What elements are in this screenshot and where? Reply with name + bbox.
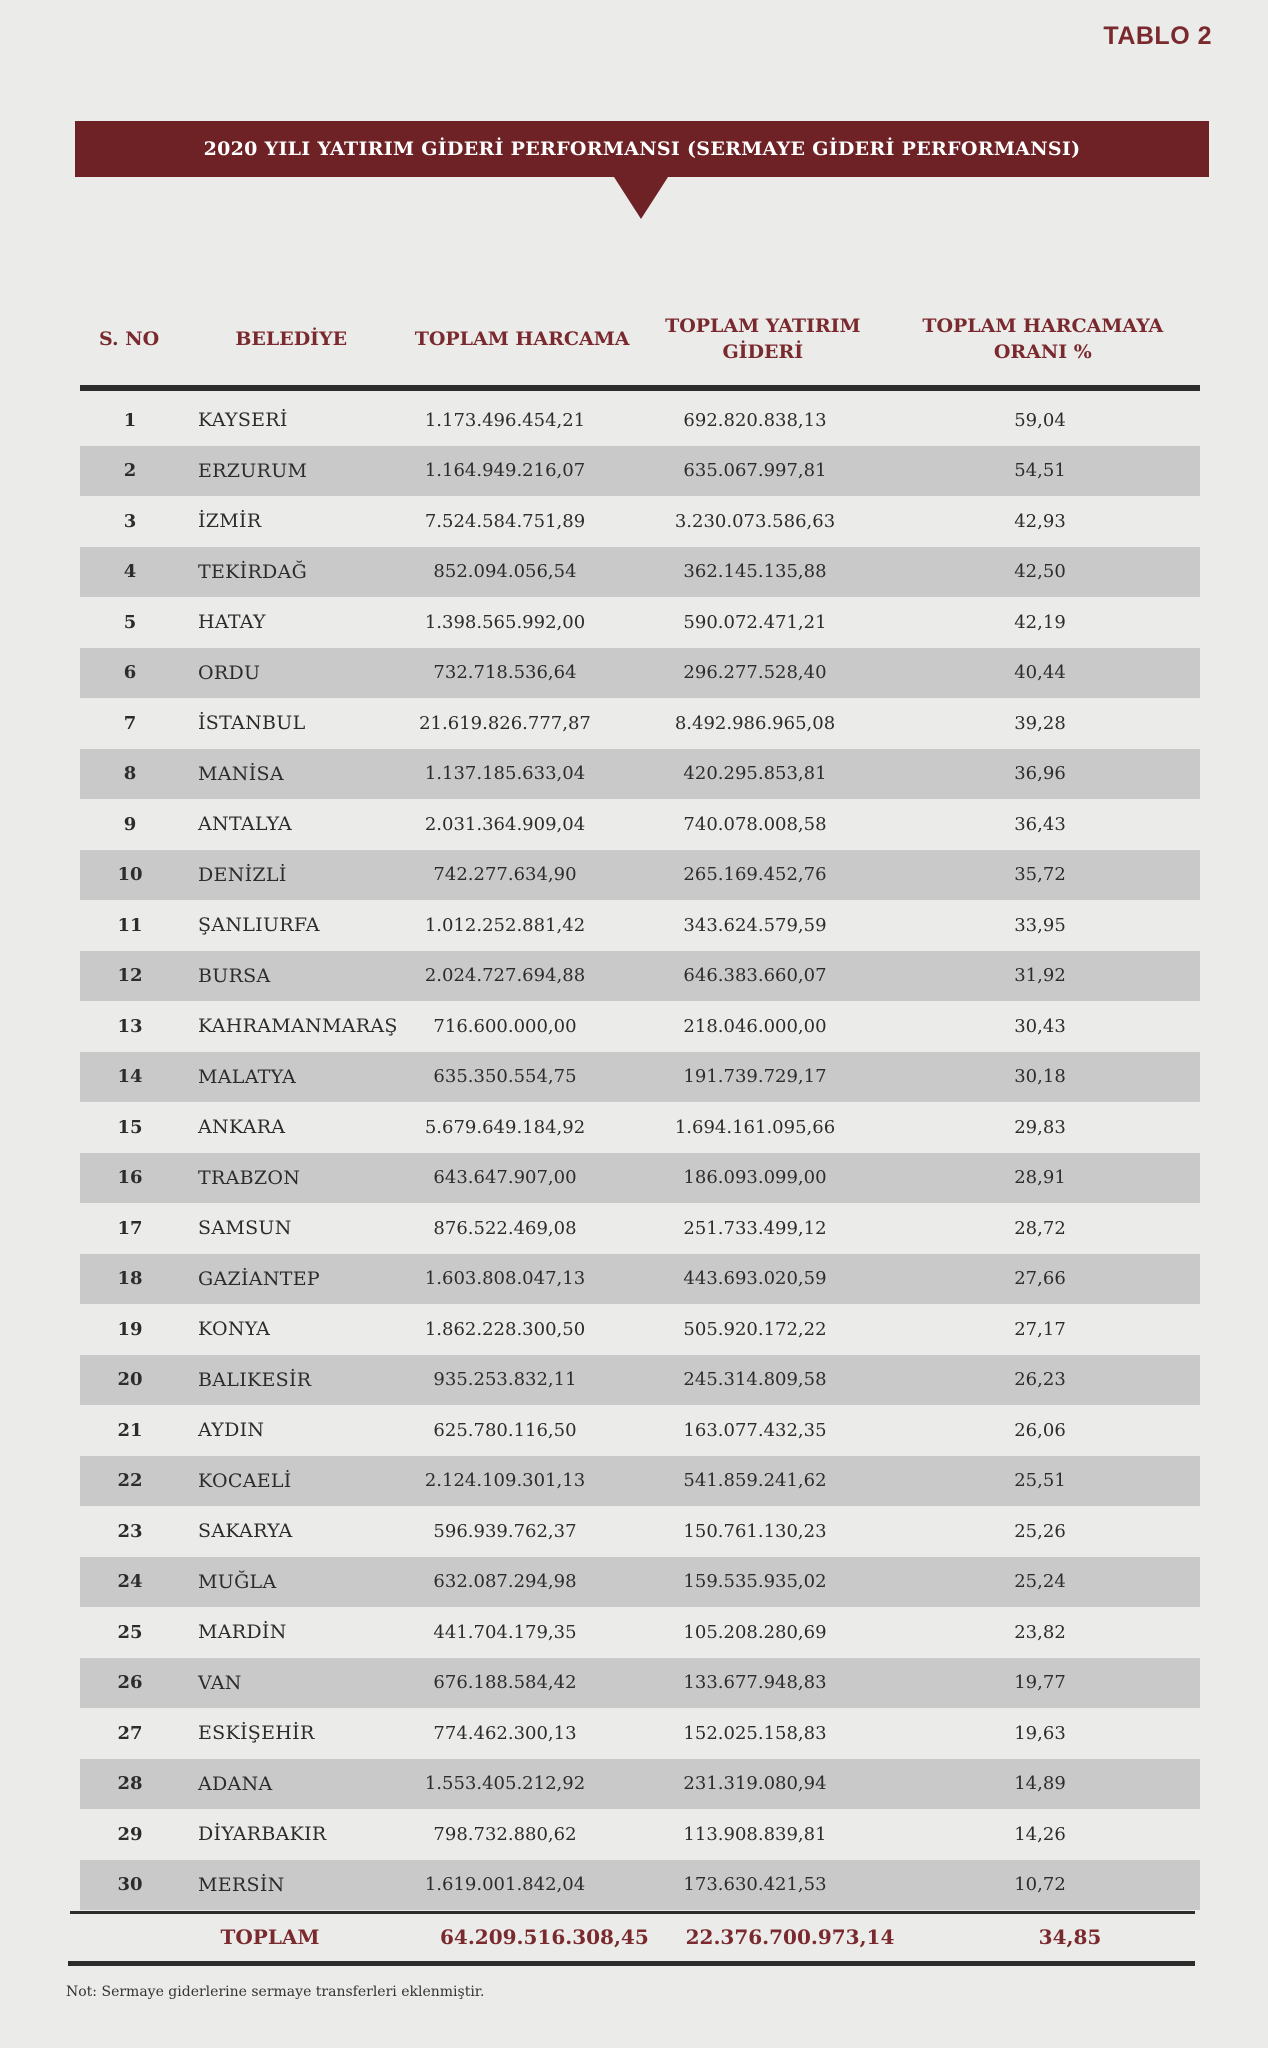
cell-oran: 28,72 xyxy=(1014,1217,1066,1239)
table-row xyxy=(80,547,1200,598)
cell-toplam-harcama: 5.679.649.184,92 xyxy=(424,1116,586,1138)
table-row xyxy=(80,1102,1200,1153)
cell-sno: 25 xyxy=(117,1621,143,1643)
cell-sno: 21 xyxy=(117,1419,143,1441)
cell-sno: 3 xyxy=(123,510,137,532)
table-row xyxy=(80,698,1200,749)
table-row xyxy=(80,648,1200,699)
cell-toplam-yatirim: 635.067.997,81 xyxy=(683,460,827,482)
cell-toplam-yatirim: 113.908.839,81 xyxy=(683,1823,827,1845)
cell-belediye: ANKARA xyxy=(198,1116,286,1139)
cell-toplam-yatirim: 541.859.241,62 xyxy=(683,1470,827,1492)
cell-belediye: MALATYA xyxy=(198,1065,297,1088)
cell-toplam-yatirim: 105.208.280,69 xyxy=(683,1621,827,1643)
cell-toplam-harcama: 632.087.294,98 xyxy=(433,1571,577,1593)
cell-oran: 27,66 xyxy=(1014,1268,1066,1290)
cell-toplam-harcama: 596.939.762,37 xyxy=(433,1520,577,1542)
table-row xyxy=(80,1860,1200,1911)
cell-sno: 20 xyxy=(117,1369,143,1391)
cell-sno: 30 xyxy=(117,1874,143,1896)
total-row xyxy=(70,1915,1200,1959)
cell-toplam-harcama: 1.398.565.992,00 xyxy=(424,611,586,633)
cell-sno: 12 xyxy=(117,965,143,987)
table-body xyxy=(80,395,1200,1910)
cell-toplam-yatirim: 186.093.099,00 xyxy=(683,1167,827,1189)
cell-toplam-yatirim: 296.277.528,40 xyxy=(683,662,827,684)
table-row xyxy=(80,1557,1200,1608)
cell-toplam-yatirim: 362.145.135,88 xyxy=(683,561,827,583)
header-divider xyxy=(80,385,1200,391)
cell-toplam-harcama: 441.704.179,35 xyxy=(433,1621,577,1643)
cell-belediye: TEKİRDAĞ xyxy=(198,560,308,583)
table-row xyxy=(80,850,1200,901)
cell-oran: 28,91 xyxy=(1014,1167,1066,1189)
cell-sno: 1 xyxy=(123,409,137,431)
header-oran xyxy=(886,314,1200,365)
cell-toplam-yatirim: 218.046.000,00 xyxy=(683,1015,827,1037)
cell-belediye: ORDU xyxy=(198,661,261,684)
cell-belediye: MARDİN xyxy=(198,1621,287,1644)
table-row xyxy=(80,1001,1200,1052)
cell-toplam-harcama: 935.253.832,11 xyxy=(433,1369,577,1391)
table-row xyxy=(80,1759,1200,1810)
header-toplam-yatirim-line1: TOPLAM YATIRIM xyxy=(665,315,861,338)
table-row xyxy=(80,1708,1200,1759)
cell-toplam-harcama: 774.462.300,13 xyxy=(433,1722,577,1744)
cell-sno: 23 xyxy=(117,1520,143,1542)
table-row xyxy=(80,749,1200,800)
cell-toplam-harcama: 676.188.584,42 xyxy=(433,1672,577,1694)
cell-belediye: KOCAELİ xyxy=(198,1469,292,1492)
cell-belediye: VAN xyxy=(198,1671,242,1694)
cell-sno: 6 xyxy=(123,662,137,684)
cell-belediye: MANİSA xyxy=(198,762,284,785)
cell-belediye: AYDIN xyxy=(198,1419,265,1442)
cell-toplam-yatirim: 590.072.471,21 xyxy=(683,611,827,633)
cell-toplam-yatirim: 191.739.729,17 xyxy=(683,1066,827,1088)
cell-toplam-harcama: 2.124.109.301,13 xyxy=(424,1470,586,1492)
cell-toplam-harcama: 635.350.554,75 xyxy=(433,1066,577,1088)
footnote: Not: Sermaye giderlerine sermaye transferleri eklenmiştir. xyxy=(66,1984,485,2000)
table-row xyxy=(80,1153,1200,1204)
cell-oran: 42,19 xyxy=(1014,611,1066,633)
cell-belediye: ESKİŞEHİR xyxy=(198,1722,315,1745)
cell-toplam-yatirim: 3.230.073.586,63 xyxy=(674,510,836,532)
cell-oran: 23,82 xyxy=(1014,1621,1066,1643)
cell-sno: 11 xyxy=(117,914,143,936)
cell-sno: 26 xyxy=(117,1672,143,1694)
cell-belediye: GAZİANTEP xyxy=(198,1267,320,1290)
table-row xyxy=(80,395,1200,446)
table-header xyxy=(80,300,1200,380)
cell-oran: 35,72 xyxy=(1014,864,1066,886)
cell-oran: 10,72 xyxy=(1014,1874,1066,1896)
table-row xyxy=(80,1456,1200,1507)
cell-sno: 22 xyxy=(117,1470,143,1492)
cell-toplam-yatirim: 343.624.579,59 xyxy=(683,914,827,936)
cell-oran: 59,04 xyxy=(1014,409,1066,431)
cell-oran: 14,89 xyxy=(1014,1773,1066,1795)
cell-toplam-harcama: 2.024.727.694,88 xyxy=(424,965,586,987)
cell-oran: 30,43 xyxy=(1014,1015,1066,1037)
table-row xyxy=(80,1658,1200,1709)
cell-toplam-yatirim: 245.314.809,58 xyxy=(683,1369,827,1391)
cell-toplam-harcama: 1.553.405.212,92 xyxy=(424,1773,586,1795)
table-row xyxy=(80,1506,1200,1557)
cell-belediye: DİYARBAKIR xyxy=(198,1823,327,1846)
cell-sno: 16 xyxy=(117,1167,143,1189)
cell-sno: 2 xyxy=(123,460,137,482)
table-row xyxy=(80,496,1200,547)
cell-toplam-harcama: 742.277.634,90 xyxy=(433,864,577,886)
total-divider xyxy=(70,1911,1195,1914)
cell-toplam-yatirim: 692.820.838,13 xyxy=(683,409,827,431)
total-label: TOPLAM xyxy=(220,1925,320,1949)
cell-oran: 36,43 xyxy=(1014,813,1066,835)
header-sno: S. NO xyxy=(99,328,160,351)
cell-sno: 14 xyxy=(117,1066,143,1088)
cell-toplam-harcama: 2.031.364.909,04 xyxy=(424,813,586,835)
cell-toplam-yatirim: 150.761.130,23 xyxy=(683,1520,827,1542)
table-row xyxy=(80,446,1200,497)
cell-belediye: KAYSERİ xyxy=(198,409,288,432)
cell-sno: 8 xyxy=(123,763,137,785)
total-harcama: 64.209.516.308,45 xyxy=(440,1925,649,1949)
cell-sno: 27 xyxy=(117,1722,143,1744)
cell-toplam-yatirim: 740.078.008,58 xyxy=(683,813,827,835)
cell-sno: 18 xyxy=(117,1268,143,1290)
cell-toplam-yatirim: 265.169.452,76 xyxy=(683,864,827,886)
cell-sno: 9 xyxy=(123,813,137,835)
cell-toplam-yatirim: 505.920.172,22 xyxy=(683,1318,827,1340)
cell-sno: 17 xyxy=(117,1217,143,1239)
cell-toplam-yatirim: 159.535.935,02 xyxy=(683,1571,827,1593)
cell-oran: 39,28 xyxy=(1014,712,1066,734)
cell-toplam-harcama: 716.600.000,00 xyxy=(433,1015,577,1037)
header-oran-line1: TOPLAM HARCAMAYA xyxy=(922,315,1164,338)
table-title: 2020 YILI YATIRIM GİDERİ PERFORMANSI (SERMAYE GİDERİ PERFORMANSI) xyxy=(203,138,1081,160)
cell-toplam-harcama: 1.164.949.216,07 xyxy=(424,460,586,482)
cell-belediye: ŞANLIURFA xyxy=(198,914,320,937)
bottom-divider xyxy=(68,1961,1195,1966)
cell-oran: 25,26 xyxy=(1014,1520,1066,1542)
table-row xyxy=(80,900,1200,951)
cell-belediye: SAMSUN xyxy=(198,1217,292,1240)
table-number-label: TABLO 2 xyxy=(1103,22,1212,50)
cell-belediye: KONYA xyxy=(198,1318,271,1341)
cell-belediye: ERZURUM xyxy=(198,459,308,482)
cell-toplam-yatirim: 251.733.499,12 xyxy=(683,1217,827,1239)
cell-oran: 19,77 xyxy=(1014,1672,1066,1694)
cell-toplam-yatirim: 8.492.986.965,08 xyxy=(674,712,836,734)
table-row xyxy=(80,951,1200,1002)
table-row xyxy=(80,799,1200,850)
table-row xyxy=(80,1355,1200,1406)
table-row xyxy=(80,1254,1200,1305)
cell-belediye: İZMİR xyxy=(198,510,262,533)
cell-toplam-harcama: 643.647.907,00 xyxy=(433,1167,577,1189)
cell-oran: 31,92 xyxy=(1014,965,1066,987)
cell-belediye: MERSİN xyxy=(198,1873,285,1896)
cell-oran: 27,17 xyxy=(1014,1318,1066,1340)
cell-sno: 10 xyxy=(117,864,143,886)
table-row xyxy=(80,1607,1200,1658)
cell-sno: 13 xyxy=(117,1015,143,1037)
cell-sno: 5 xyxy=(123,611,137,633)
cell-toplam-yatirim: 163.077.432,35 xyxy=(683,1419,827,1441)
cell-toplam-harcama: 1.619.001.842,04 xyxy=(424,1874,586,1896)
total-yatirim: 22.376.700.973,14 xyxy=(685,1925,895,1949)
table-row xyxy=(80,1304,1200,1355)
cell-toplam-harcama: 732.718.536,64 xyxy=(433,662,577,684)
cell-oran: 26,23 xyxy=(1014,1369,1066,1391)
cell-toplam-harcama: 876.522.469,08 xyxy=(433,1217,577,1239)
cell-toplam-harcama: 852.094.056,54 xyxy=(433,561,577,583)
cell-belediye: TRABZON xyxy=(198,1166,301,1189)
cell-toplam-harcama: 7.524.584.751,89 xyxy=(424,510,586,532)
cell-belediye: İSTANBUL xyxy=(198,712,306,735)
cell-sno: 4 xyxy=(123,561,137,583)
table-title-banner xyxy=(75,121,1209,177)
cell-oran: 25,24 xyxy=(1014,1571,1066,1593)
cell-belediye: SAKARYA xyxy=(198,1520,293,1543)
cell-toplam-harcama: 21.619.826.777,87 xyxy=(419,712,591,734)
cell-belediye: HATAY xyxy=(198,611,266,634)
cell-toplam-harcama: 1.603.808.047,13 xyxy=(424,1268,586,1290)
cell-sno: 7 xyxy=(123,712,137,734)
cell-toplam-yatirim: 443.693.020,59 xyxy=(683,1268,827,1290)
cell-belediye: BURSA xyxy=(198,964,271,987)
cell-toplam-harcama: 798.732.880,62 xyxy=(433,1823,577,1845)
cell-oran: 54,51 xyxy=(1014,460,1066,482)
header-toplam-yatirim xyxy=(640,314,886,365)
banner-pointer-arrow xyxy=(614,177,668,219)
cell-belediye: KAHRAMANMARAŞ xyxy=(198,1015,398,1038)
header-toplam-harcama: TOPLAM HARCAMA xyxy=(414,328,630,351)
cell-oran: 42,93 xyxy=(1014,510,1066,532)
header-toplam-yatirim-line2: GİDERİ xyxy=(722,341,804,363)
header-oran-line2: ORANI % xyxy=(993,341,1092,363)
total-oran: 34,85 xyxy=(1038,1925,1102,1949)
cell-oran: 29,83 xyxy=(1014,1116,1066,1138)
cell-belediye: ANTALYA xyxy=(198,813,292,836)
cell-toplam-yatirim: 420.295.853,81 xyxy=(683,763,827,785)
cell-toplam-yatirim: 1.694.161.095,66 xyxy=(674,1116,836,1138)
cell-oran: 19,63 xyxy=(1014,1722,1066,1744)
cell-toplam-yatirim: 646.383.660,07 xyxy=(683,965,827,987)
cell-toplam-harcama: 625.780.116,50 xyxy=(433,1419,577,1441)
cell-oran: 36,96 xyxy=(1014,763,1066,785)
cell-toplam-yatirim: 133.677.948,83 xyxy=(683,1672,827,1694)
cell-sno: 24 xyxy=(117,1571,143,1593)
cell-belediye: ADANA xyxy=(198,1772,273,1795)
cell-oran: 42,50 xyxy=(1014,561,1066,583)
cell-toplam-yatirim: 173.630.421,53 xyxy=(683,1874,827,1896)
cell-belediye: BALIKESİR xyxy=(198,1368,312,1391)
cell-belediye: DENİZLİ xyxy=(198,863,287,886)
cell-oran: 26,06 xyxy=(1014,1419,1066,1441)
header-belediye: BELEDİYE xyxy=(235,328,348,351)
cell-toplam-harcama: 1.862.228.300,50 xyxy=(424,1318,586,1340)
cell-toplam-harcama: 1.137.185.633,04 xyxy=(424,763,586,785)
cell-oran: 30,18 xyxy=(1014,1066,1066,1088)
cell-toplam-harcama: 1.173.496.454,21 xyxy=(424,409,586,431)
cell-sno: 19 xyxy=(117,1318,143,1340)
table-row xyxy=(80,1405,1200,1456)
table-row xyxy=(80,597,1200,648)
cell-toplam-harcama: 1.012.252.881,42 xyxy=(424,914,586,936)
cell-belediye: MUĞLA xyxy=(198,1570,277,1593)
cell-sno: 28 xyxy=(117,1773,143,1795)
cell-toplam-yatirim: 231.319.080,94 xyxy=(683,1773,827,1795)
cell-toplam-yatirim: 152.025.158,83 xyxy=(683,1722,827,1744)
cell-oran: 14,26 xyxy=(1014,1823,1066,1845)
table-row xyxy=(80,1809,1200,1860)
table-row xyxy=(80,1203,1200,1254)
cell-sno: 29 xyxy=(117,1823,143,1845)
cell-oran: 25,51 xyxy=(1014,1470,1066,1492)
cell-oran: 40,44 xyxy=(1014,662,1066,684)
table-row xyxy=(80,1052,1200,1103)
cell-oran: 33,95 xyxy=(1014,914,1066,936)
cell-sno: 15 xyxy=(117,1116,143,1138)
